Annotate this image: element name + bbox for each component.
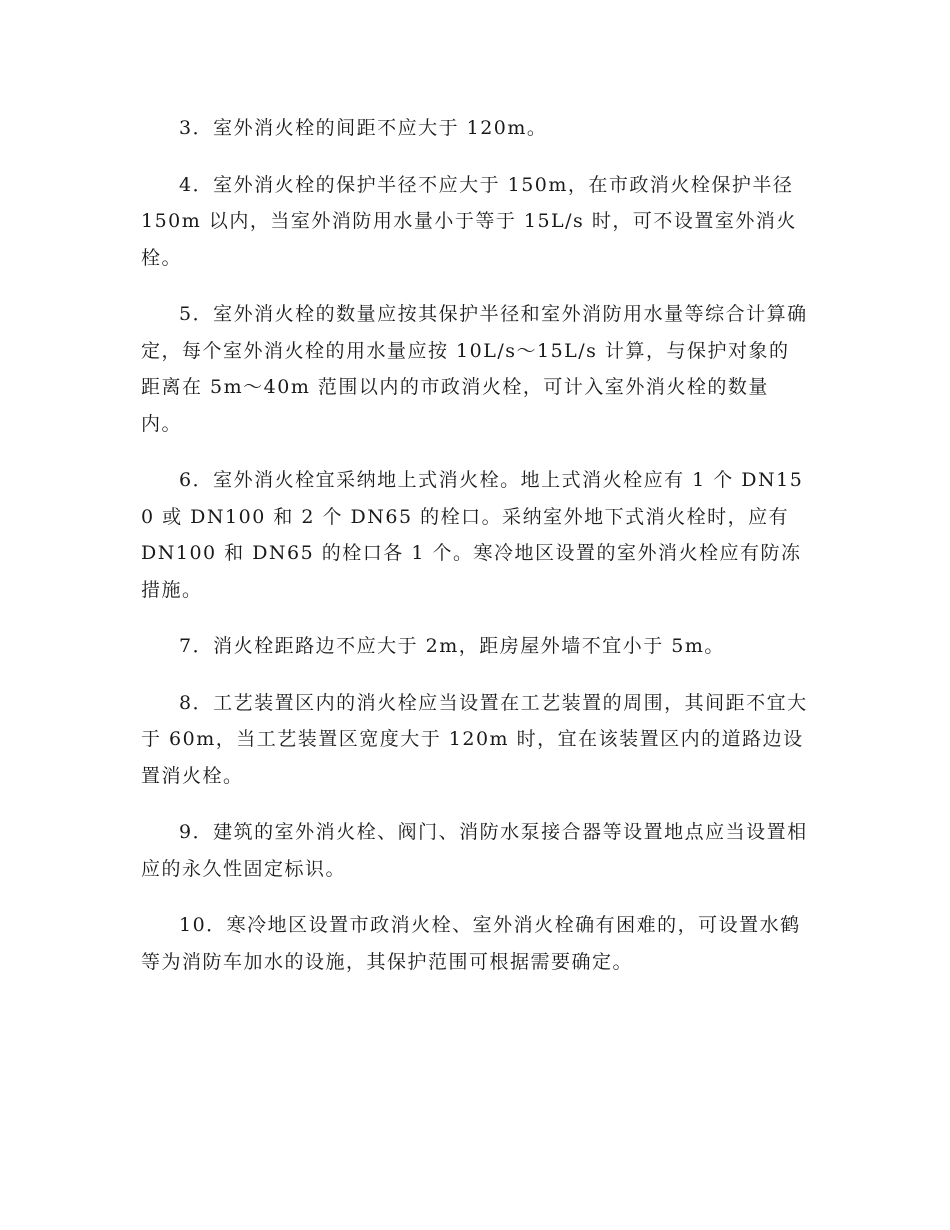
paragraph-item-8: 8．工艺装置区内的消火栓应当设置在工艺装置的周围，其间距不宜大于 60m，当工艺装置区宽度大于 120m 时，宜在该装置区内的道路边设置消火栓。 (141, 691, 808, 787)
paragraph-item-5: 5．室外消火栓的数量应按其保护半径和室外消防用水量等综合计算确定，每个室外消火栓的用水量应按 10L/s～15L/s 计算，与保护对象的距离在 5m～40m 范围以内的市政消火栓，可计入室外消火栓的数量内。 (141, 303, 808, 435)
paragraph-item-10: 10．寒冷地区设置市政消火栓、室外消火栓确有困难的，可设置水鹤等为消防车加水的设施，其保护范围可根据需要确定。 (141, 914, 801, 973)
paragraph-item-4: 4．室外消火栓的保护半径不应大于 150m，在市政消火栓保护半径 150m 以内，当室外消防用水量小于等于 15L/s 时，可不设置室外消火栓。 (141, 173, 797, 269)
paragraph-item-9: 9．建筑的室外消火栓、阀门、消防水泵接合器等设置地点应当设置相应的永久性固定标识。 (141, 821, 808, 880)
paragraph-item-7: 7．消火栓距路边不应大于 2m，距房屋外墙不宜小于 5m。 (179, 635, 725, 657)
paragraph-item-3: 3．室外消火栓的间距不应大于 120m。 (179, 117, 548, 139)
document-body (141, 110, 809, 1000)
paragraph-item-6: 6．室外消火栓宜采纳地上式消火栓。地上式消火栓应有 1 个 DN150 或 DN100 和 2 个 DN65 的栓口。采纳室外地下式消火栓时，应有 DN100 和 DN65 的栓口各 1 个。寒冷地区设置的室外消火栓应有防冻措施。 (141, 469, 804, 601)
